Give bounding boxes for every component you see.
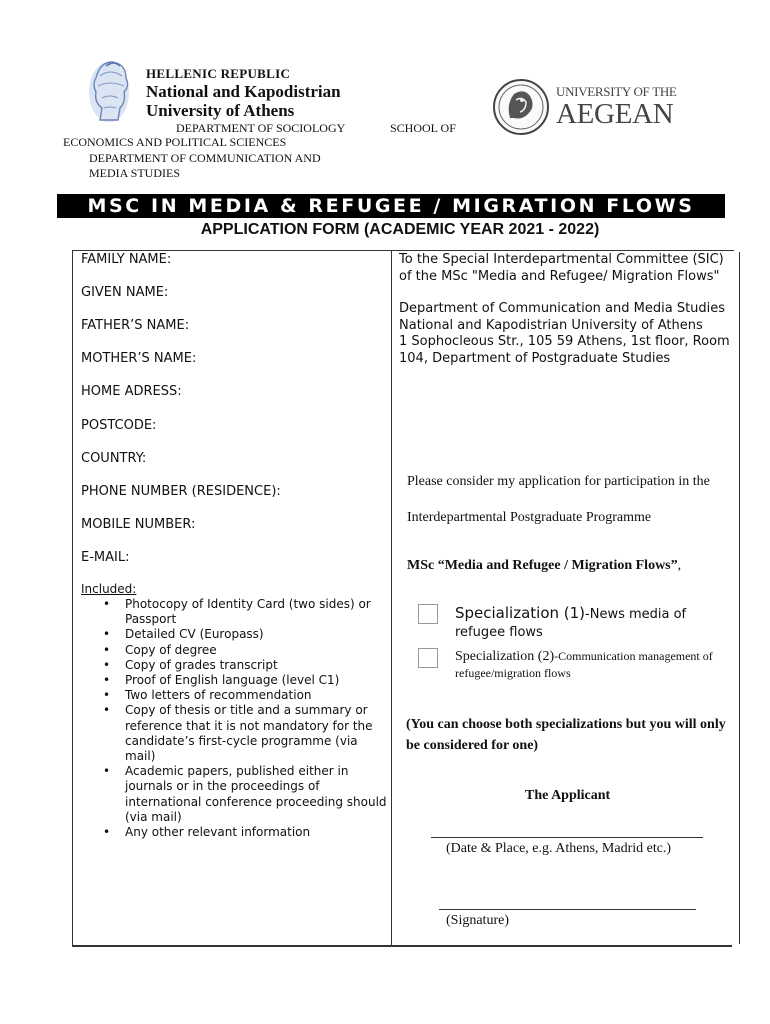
dept-communication-line1: DEPARTMENT OF COMMUNICATION AND	[89, 151, 321, 165]
form-column-divider	[391, 250, 392, 946]
aegean-line2: AEGEAN	[556, 98, 674, 130]
date-place-label: (Date & Place, e.g. Athens, Madrid etc.)	[446, 841, 672, 856]
aegean-line1: UNIVERSITY OF THE	[556, 84, 677, 99]
addressee-block	[399, 252, 734, 367]
aegean-seal-logo	[492, 78, 550, 136]
aegean-wordmark	[556, 84, 677, 128]
signature-line[interactable]	[439, 909, 696, 910]
addressee-line: of the MSc "Media and Refugee/ Migration Flows"	[399, 268, 720, 284]
list-item: • Copy of thesis or title and a summary or reference that it is not mandatory for the candidate’s first-cycle programme (via mail)	[81, 703, 389, 764]
form-border-right	[739, 252, 740, 944]
signature-label: (Signature)	[446, 913, 509, 928]
athena-seal-logo	[86, 58, 132, 124]
specialization-2-label	[455, 648, 735, 682]
addressee-line: Department of Communication and Media Studies	[399, 301, 726, 316]
date-place-line[interactable]	[431, 837, 703, 838]
specialization-1-head: Specialization (1)	[455, 604, 586, 622]
msc-suffix: ,	[677, 558, 682, 573]
applicant-label: The Applicant	[525, 788, 611, 803]
request-line1: Please consider my application for participation in the	[407, 474, 710, 489]
phone-residence-field[interactable]: PHONE NUMBER (RESIDENCE):	[81, 484, 281, 499]
form-border-bottom	[72, 945, 732, 947]
uoa-wordmark	[146, 66, 341, 120]
included-label: Included:	[81, 582, 137, 596]
list-item: • Detailed CV (Europass)	[81, 627, 389, 642]
addressee-line: 1 Sophocleous Str., 105 59 Athens, 1st floor, Room 104, Department of Postgraduate Studies	[399, 334, 730, 366]
form-border-left	[72, 250, 73, 946]
specialization-2-checkbox[interactable]	[418, 648, 438, 668]
father-name-field[interactable]: FATHER’S NAME:	[81, 318, 190, 333]
program-title-bar: MSC IN MEDIA & REFUGEE / MIGRATION FLOWS	[57, 194, 725, 218]
mobile-number-field[interactable]: MOBILE NUMBER:	[81, 517, 196, 532]
list-item: • Any other relevant information	[81, 825, 389, 840]
school-of-label: SCHOOL OF	[390, 121, 456, 135]
given-name-field[interactable]: GIVEN NAME:	[81, 285, 169, 300]
form-border-top	[72, 250, 734, 251]
uoa-name-line1: National and Kapodistrian	[146, 82, 341, 101]
specialization-note: (You can choose both specializations but you will only be considered for one)	[406, 717, 726, 753]
specialization-1-label	[455, 605, 725, 641]
addressee-line: To the Special Interdepartmental Committee (SIC)	[399, 252, 724, 267]
msc-program-line	[407, 558, 681, 574]
form-subtitle: APPLICATION FORM (ACADEMIC YEAR 2021 - 2022)	[200, 221, 600, 238]
addressee-line: National and Kapodistrian University of Athens	[399, 317, 703, 333]
mother-name-field[interactable]: MOTHER’S NAME:	[81, 351, 197, 366]
specialization-2-rest: -Communication management of refugee/migration flows	[455, 649, 713, 680]
specialization-1-checkbox[interactable]	[418, 604, 438, 624]
uoa-name-line2: University of Athens	[146, 101, 295, 120]
list-item: • Copy of degree	[81, 643, 389, 658]
list-item: • Academic papers, published either in journals or in the proceedings of international conference proceeding should (via mail)	[81, 764, 389, 825]
family-name-field[interactable]: FAMILY NAME:	[81, 252, 172, 267]
list-item: • Proof of English language (level C1)	[81, 673, 389, 688]
postcode-field[interactable]: POSTCODE:	[81, 418, 157, 433]
included-documents-list	[81, 597, 389, 840]
country-field[interactable]: COUNTRY:	[81, 451, 147, 466]
dept-communication-line2: MEDIA STUDIES	[89, 166, 181, 180]
specialization-1-rest: -News media of refugee flows	[455, 607, 687, 640]
list-item: • Photocopy of Identity Card (two sides) or Passport	[81, 597, 389, 627]
list-item: • Two letters of recommendation	[81, 688, 389, 703]
home-address-field[interactable]: HOME ADRESS:	[81, 384, 182, 399]
email-field[interactable]: E-MAIL:	[81, 550, 130, 565]
dept-sociology: DEPARTMENT OF SOCIOLOGY	[176, 121, 346, 135]
hellenic-republic-label: HELLENIC REPUBLIC	[146, 66, 291, 81]
msc-program-name: MSc “Media and Refugee / Migration Flows”	[407, 558, 678, 573]
econ-pol-sciences: ECONOMICS AND POLITICAL SCIENCES	[63, 135, 287, 149]
list-item: • Copy of grades transcript	[81, 658, 389, 673]
specialization-2-head: Specialization (2)	[455, 649, 555, 664]
request-line2: Interdepartmental Postgraduate Programme	[407, 510, 652, 525]
